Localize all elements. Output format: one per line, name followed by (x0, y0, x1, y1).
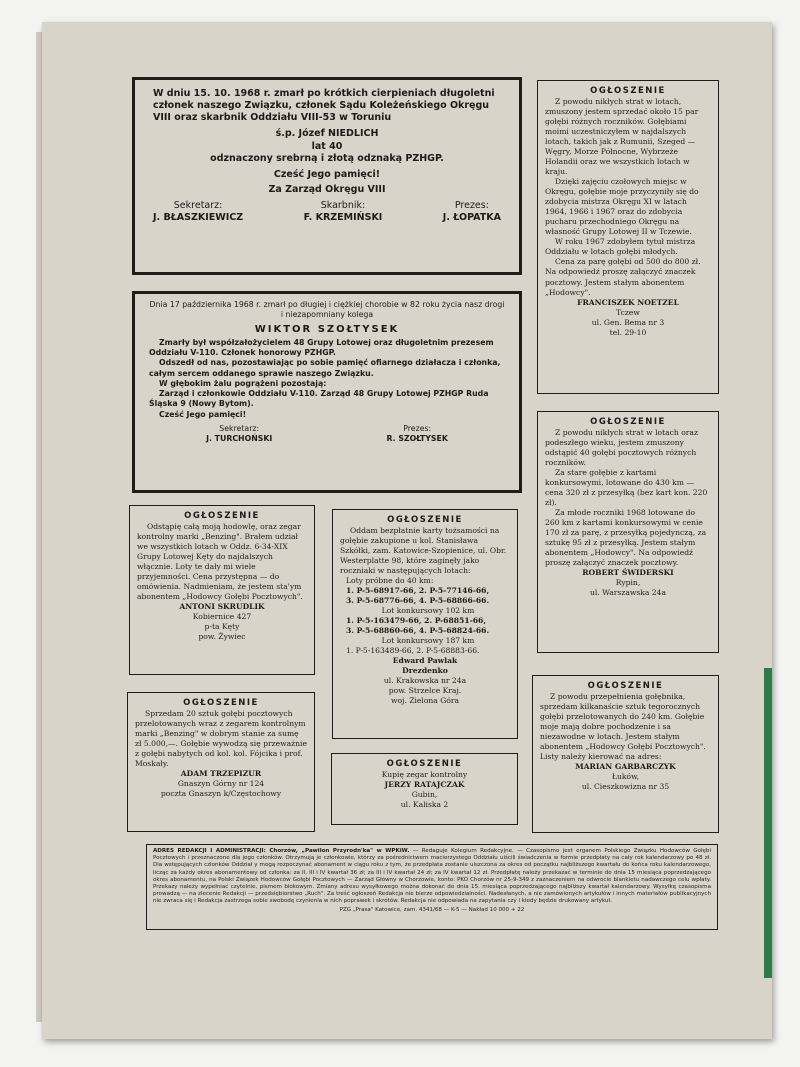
obituary-memory: Cześć Jego pamięci! (273, 168, 381, 180)
ad-trzepizur (127, 692, 315, 832)
flight-line: 1. P-5-163479-66, 2. P-68851-66, (346, 616, 486, 626)
advertiser-address: woj. Zielona Góra (390, 696, 460, 706)
advertiser-address: ul. Cieszkowizna nr 35 (581, 782, 670, 792)
advertiser-city: Rypin, (615, 578, 641, 588)
advertiser-address: pow. Strzelce Kraj. (388, 686, 462, 696)
advertiser-address: pow. Żywiec (198, 632, 246, 642)
obituary-paragraph: W głębokim żalu pogrążeni pozostają: (159, 378, 327, 388)
ad-text: Z powodu nikłych strat w lotach, zmuszony jestem sprzedać około 15 par gołębi różnych roczników. Gołębiami moimi uczestniczyłem w najdalszych lotach, takich jak z Rumunii, Szeged — Węgry, Morze Północne, Wybrzeże Holandii oraz we wszystkich lotach w kraju. (545, 97, 699, 177)
flight-line: 1. P-5-163489-66, 2. P-5-68883-66. (346, 646, 480, 656)
ad-text: W roku 1967 zdobyłem tytuł mistrza Oddziału w lotach gołębi młodych. (545, 237, 696, 257)
flight-line: Lot konkursowy 102 km (381, 606, 475, 616)
obituary-paragraph: Odszedł od nas, pozostawiając po sobie pamięć ofiarnego działacza i członka, całym sercem oddanego sprawie naszego Związku. (149, 358, 501, 378)
advertiser-city: Drezdenko (402, 666, 448, 676)
obituary-from: Za Zarząd Okręgu VIII (268, 184, 386, 196)
signatures (149, 424, 505, 445)
editorial-footer (146, 844, 718, 930)
ad-title: OGŁOSZENIE (386, 759, 463, 769)
ad-pawlak (332, 509, 518, 739)
advertiser-name: ADAM TRZEPIZUR (180, 769, 262, 779)
ad-text: Dzięki zajęciu czołowych miejsc w Okręgu, gołębie moje przyczyniły się do zdobycia mistrza Okręgu XI w latach 1964, 1966 i 1967 oraz do zdobycia pucharu przechodniego Okręgu na własność Grupy Lotowej II w Tczewie. (545, 177, 699, 237)
signature-treasurer: Skarbnik: F. KRZEMIŃSKI (303, 200, 383, 224)
advertiser-address: ul. Gen. Bema nr 3 (591, 317, 665, 327)
ad-text: Odstąpię całą moją hodowlę, oraz zegar kontrolny marki „Benzing". Brałem udział we wszystkich lotach w Oddz. 6-34-XIX Grupy Lotowej Kęty do najdalszych włącznie. Loty te dały mi wiele przyjemności. Cena przystępna — do omówienia. Nadmieniam, że jestem sta'ym abonentem „Hodowcy Gołębi Pocztowych". (137, 522, 303, 602)
advertiser-address: ul. Krakowska nr 24a (383, 676, 467, 686)
signature-president: Prezes: J. ŁOPATKA (442, 200, 501, 224)
signatures (153, 200, 501, 224)
advertiser-address: ul. Kaliska 2 (400, 800, 449, 810)
advertiser-name: MARIAN GARBARCZYK (575, 762, 676, 772)
advertiser-city: Gubin, (411, 790, 438, 800)
signature-secretary: Sekretarz: J. BŁASZKIEWICZ (153, 200, 244, 224)
ad-noetzel (537, 80, 719, 394)
flight-line: Loty próbne do 40 km: (346, 576, 434, 586)
obituary-paragraph: Zarząd i członkowie Oddziału V-110. Zarząd 48 Grupy Lotowej PZHGP Ruda Śląska 9 (Nowy Bytom). (149, 389, 489, 409)
obituary-szoltysek (132, 291, 522, 493)
footer-text (153, 848, 711, 906)
footer-heading: ADRES REDAKCJI I ADMINISTRACJI: Chorzów, „Pawilon Przyrodn'ka" w WPKiW. (153, 848, 410, 854)
flight-list (340, 576, 510, 656)
flight-line: Lot konkursowy 187 km (381, 636, 475, 646)
advertiser-city: Tczew (616, 307, 640, 317)
ad-title: OGŁOSZENIE (587, 681, 664, 691)
advertiser-name: ANTONI SKRUDLIK (179, 602, 265, 612)
signature-secretary: Sekretarz: J. TURCHOŃSKI (206, 424, 273, 444)
obituary-text: W dniu 15. 10. 1968 r. zmarł po krótkich cierpieniach długoletni członek naszego Związku, członek Sądu Koleżeńskiego Okręgu VIII oraz skarbnik Oddziału VIII-53 w Toruniu (153, 88, 495, 124)
flight-line: 3. P-5-68776-66, 4. P-5-68866-66. (346, 596, 490, 606)
obituary-paragraph: Zmarły był współzałożycielem 48 Grupy Lotowej oraz długoletnim prezesem Oddziału V-110. Członek honorowy PZHGP. (149, 337, 494, 358)
advertiser-city: Łuków, (611, 772, 640, 782)
ad-text: Kupię zegar kontrolny (381, 770, 468, 780)
obituary-niedlich (132, 77, 522, 275)
ad-title: OGŁOSZENIE (184, 511, 260, 521)
advertiser-address: ul. Warszawska 24a (589, 588, 666, 598)
advertiser-address: p-ta Kęty (204, 622, 240, 632)
ad-text: Sprzedam 20 sztuk gołębi pocztowych przelotowanych wraz z zegarem kontrolnym marki „Benzing" w dobrym stanie za sumę zł 5.000,—. Gołębie wywodzą się przeważnie z gołębi nabytych od kol. kol. Fójcika i prof. Moskały. (135, 709, 307, 769)
signature-president: Prezes: R. SZOŁTYSEK (386, 424, 448, 444)
obituary-name: WIKTOR SZOŁTYSEK (254, 323, 400, 335)
ad-skrudlik (129, 505, 315, 675)
ad-title: OGŁOSZENIE (590, 417, 666, 427)
ad-title: OGŁOSZENIE (387, 515, 463, 525)
obituary-honor: odznaczony srebrną i złotą odznaką PZHGP. (210, 152, 444, 164)
page-binding-strip (764, 668, 772, 978)
ad-title: OGŁOSZENIE (590, 86, 666, 96)
ad-ratajczak (331, 753, 518, 825)
ad-swiderski (537, 411, 719, 653)
ad-title: OGŁOSZENIE (183, 698, 259, 708)
ad-text: Oddam bezpłatnie karty tożsamości na gołębie zakupione u kol. Stanisława Szkółki, zam. Katowice-Szopienice, ul. Obr. Westerplatte 98, które zaginęły jako roczniaki w następujących lotach: (340, 526, 507, 576)
ad-text: Z powodu nikłych strat w lotach oraz podeszłego wieku, jestem zmuszony odstąpić 40 gołębi pocztowych różnych roczników. (545, 428, 698, 468)
ad-text: Z powodu przepełnienia gołębnika, sprzedam kilkanaście sztuk tegorocznych gołębi przelotowanych do 240 km. Gołębie moje mają dobre pochodzenie i sa niezawodne w lotach. Jestem stałym abonentem „Hodowcy Gołębi Pocztowych". Listy należy kierować na adres: (540, 692, 706, 762)
advertiser-name: Edward Pawlak (392, 656, 458, 666)
advertiser-name: ROBERT ŚWIDERSKI (582, 568, 674, 578)
obituary-name: ś.p. Józef NIEDLICH (275, 128, 379, 140)
print-info: PZG „Prasa" Katowice, zam. 4341/68 — K-5 — Nakład 10 000 + 22 (339, 906, 525, 913)
advertiser-address: poczta Gnaszyn k/Częstochowy (160, 789, 282, 799)
advertiser-address: Kobiernice 427 (192, 612, 252, 622)
obituary-intro: Dnia 17 października 1968 r. zmarł po długiej i ciężkiej chorobie w 82 roku życia nasz drogi i niezapomniany kolega (149, 300, 505, 320)
ad-text: Za stare gołębie z kartami konkursowymi, lotowane do 430 km — cena 320 zł z przesyłką (bez kart kon. 220 zł). (545, 468, 708, 508)
ad-text: Za młode roczniki 1968 lotowane do 260 km z kartami konkursowymi w cenie 170 zł za parę, z przesyłką pojedynczą, za sztukę 95 zł z przesyłką. Jestem stałym abonentem „Hodowcy". Na odpowiedź proszę załączyć znaczek pocztowy. (545, 508, 707, 568)
advertiser-address: Gnaszyn Górny nr 124 (177, 779, 265, 789)
ad-text: Cena za parę gołębi od 500 do 800 zł. Na odpowiedź proszę załączyć znaczek pocztowy. Jestem stałym abonentem „Hodowcy". (545, 257, 701, 297)
ad-garbarczyk (532, 675, 719, 833)
obituary-age: lat 40 (311, 140, 343, 152)
footer-body: — Redaguje Kolegium Redakcyjne. — Czasopismo jest organem Polskiego Związku Hodowców Gołębi Pocztowych i przeznaczone dla jego członków. Otrzymują je członkowie, którzy za pośrednictwem macierzystego Oddziału uiścili świadczenia w formie przedpłaty na cały rok kalendarzowy po 48 zł. Dla wstępujących członków Oddział y mogą rozpoczynać abonament w ciągu roku z tym, że przedpłata zostanie uiszczona za okres od początku najbliższego kwartału do końca roku kalendarzowego, licząc za każdy okres abonamentowy od członka: za II, III i IV kwartał 36 zł; za III i IV kwartał 24 zł; za IV kwartał 12 zł. Przedpłatę należy przekazać w terminie do dnia 15 miesiąca poprzedzającego okres abonamentu, na Polski Związek Hodowców Gołębi Pocztowych — Zarząd Główny w Chorzowie, konto: PKO Chorzów nr 25-9-349 z zaznaczeniem na odwrocie blankietu nadawczego celu wpłaty. Przekazy należy wypełniać czytelnie, pismem blokowym. Zmiany adresu wysyłkowego można dokonać do dnia 15. miesiąca poprzedzającego najbliższy kwartał kalendarzowy. Wysyłkę czasopisma prowadzą — na zlecenie Redakcji — przedsiębiorstwo „Ruch". Za treść ogłoszeń Redakcja nie bierze odpowiedzialności. Nadesłanych, a nie zamówionych artykułów i innych materiałów publikacyjnych nie zwraca się i Redakcja zastrzega sobie swobodę czynienia w nich poprawek i skrótów. Redakcja nie odpowiada na zapytania czy i kiedy będzie drukowany artykuł. (153, 848, 711, 905)
advertiser-name: FRANCISZEK NOETZEL (577, 297, 679, 307)
advertiser-name: JERZY RATAJCZAK (384, 780, 465, 790)
advertiser-phone: tel. 29-10 (609, 327, 647, 337)
flight-line: 1. P-5-68917-66, 2. P-5-77146-66, (346, 586, 490, 596)
obituary-memory: Cześć Jego pamięci! (159, 409, 247, 419)
flight-line: 3. P-5-68860-66, 4. P-5-68824-66. (346, 626, 490, 636)
